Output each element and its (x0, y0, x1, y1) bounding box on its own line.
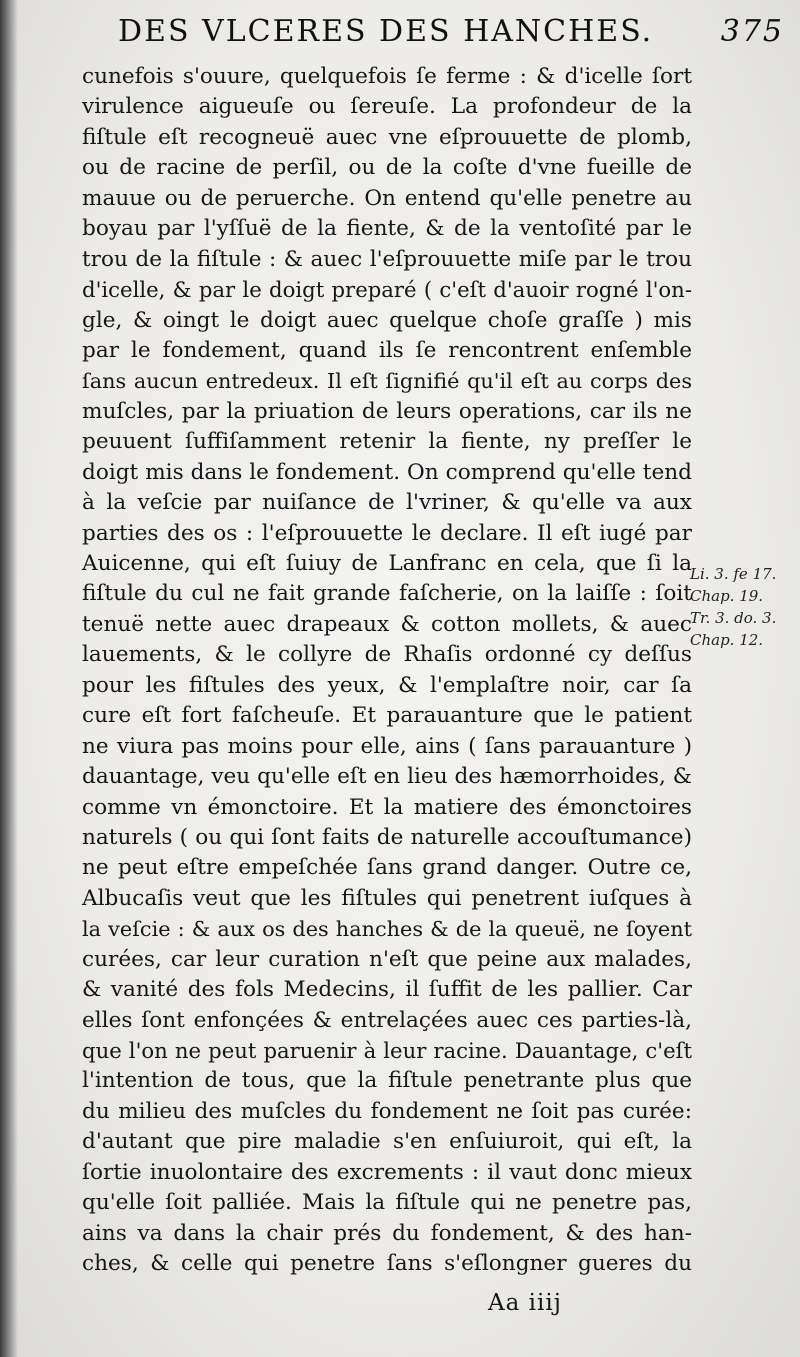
text-line: l'intention de tous, que la fiſtule penetrante plus que (82, 1068, 692, 1094)
text-line: mauue ou de peruerche. On entend qu'elle penetre au (82, 185, 692, 211)
text-line: dauantage, veu qu'elle eſt en lieu des hæmorrhoides, & (82, 764, 692, 790)
text-line: d'icelle, & par le doigt preparé ( c'eſt d'auoir rogné l'on- (82, 277, 692, 303)
text-line: cunefois s'ouure, quelquefois ſe ferme : & d'icelle ſort (82, 64, 692, 89)
text-line: ches, & celle qui penetre ſans s'eſlongner gueres du (82, 1251, 692, 1277)
text-line: à la veſcie par nuiſance de l'vriner, & qu'elle va aux (82, 490, 692, 516)
text-line: que l'on ne peut paruenir à leur racine. Dauantage, c'eſt (82, 1038, 692, 1063)
text-line: Albucaſis veut que les fiſtules qui penetrent iuſques à (82, 885, 692, 911)
text-line: ou de racine de perſil, ou de la coſte d'vne fueille de (82, 155, 692, 181)
margin-note: Li. 3. fe 17. (690, 565, 777, 583)
text-line: lauements, & le collyre de Rhaſis ordonné cy deſſus (82, 642, 692, 668)
text-line: virulence aigueuſe ou ſereuſe. La profondeur de la (82, 94, 692, 120)
text-line: comme vn émonctoire. Et la matiere des émonctoires (82, 794, 692, 820)
text-line: fiſtule eſt recogneuë auec vne eſprouuette de plomb, (82, 124, 692, 150)
text-line: ſortie inuolontaire des excrements : il vaut donc mieux (82, 1159, 692, 1185)
page-number: 375 (720, 14, 784, 49)
text-line: fiſtule du cul ne fait grande faſcherie, on la laiſſe : ſoit (82, 581, 692, 607)
page-gutter-shadow (0, 0, 18, 1357)
signature-mark: Aa iiij (488, 1290, 562, 1316)
page-header (118, 14, 788, 60)
text-line: ains va dans la chair prés du fondement, & des han- (82, 1220, 692, 1246)
text-line: la veſcie : & aux os des hanches & de la queuë, ne ſoyent (82, 917, 692, 942)
body-text (82, 62, 692, 1280)
text-line: gle, & oingt le doigt auec quelque choſe graſſe ) mis (82, 307, 692, 333)
text-line: tenuë nette auec drapeaux & cotton mollets, & auec (82, 611, 692, 637)
text-line: doigt mis dans le fondement. On comprend qu'elle tend (82, 459, 692, 485)
margin-notes (690, 563, 795, 651)
text-line: pour les fiſtules des yeux, & l'emplaſtre noir, car ſa (82, 672, 692, 698)
text-line: ne viura pas moins pour elle, ains ( ſans parauanture ) (82, 733, 692, 759)
text-line: du milieu des muſcles du fondement ne ſoit pas curée: (82, 1098, 692, 1124)
text-line: Auicenne, qui eſt ſuiuy de Lanfranc en cela, que ſi la (82, 551, 692, 576)
text-line: d'autant que pire maladie s'en enſuiuroit, qui eſt, la (82, 1129, 692, 1155)
text-line: peuuent ſuffiſamment retenir la fiente, ny preſſer le (82, 429, 692, 455)
margin-note: Tr. 3. do. 3. (690, 609, 777, 627)
text-line: qu'elle ſoit palliée. Mais la fiſtule qui ne penetre pas, (82, 1190, 692, 1216)
running-head: DES VLCERES DES HANCHES. (118, 14, 654, 49)
text-line: cure eſt fort faſcheuſe. Et parauanture que le patient (82, 703, 692, 729)
text-line: par le fondement, quand ils ſe rencontrent enſemble (82, 337, 692, 363)
text-line: ſans aucun entredeux. Il eſt ſignifié qu'il eſt au corps des (82, 369, 692, 394)
text-line: elles ſont enfonçées & entrelaçées auec ces parties-là, (82, 1007, 692, 1033)
text-line: boyau par l'yſſuë de la fiente, & de la ventoſité par le (82, 216, 692, 242)
text-line: parties des os : l'eſprouuette le declare. Il eſt iugé par (82, 520, 692, 546)
text-line: curées, car leur curation n'eſt que peine aux malades, (82, 946, 692, 972)
margin-note: Chap. 12. (690, 631, 764, 649)
margin-note: Chap. 19. (690, 587, 764, 605)
text-line: muſcles, par la priuation de leurs operations, car ils ne (82, 398, 692, 424)
text-line: ne peut eſtre empeſchée ſans grand danger. Outre ce, (82, 855, 692, 881)
text-line: & vanité des fols Medecins, il ſuffit de les pallier. Car (82, 977, 692, 1003)
text-line: naturels ( ou qui ſont faits de naturelle accouſtumance) (82, 824, 692, 850)
text-line: trou de la fiſtule : & auec l'eſprouuette miſe par le trou (82, 246, 692, 272)
